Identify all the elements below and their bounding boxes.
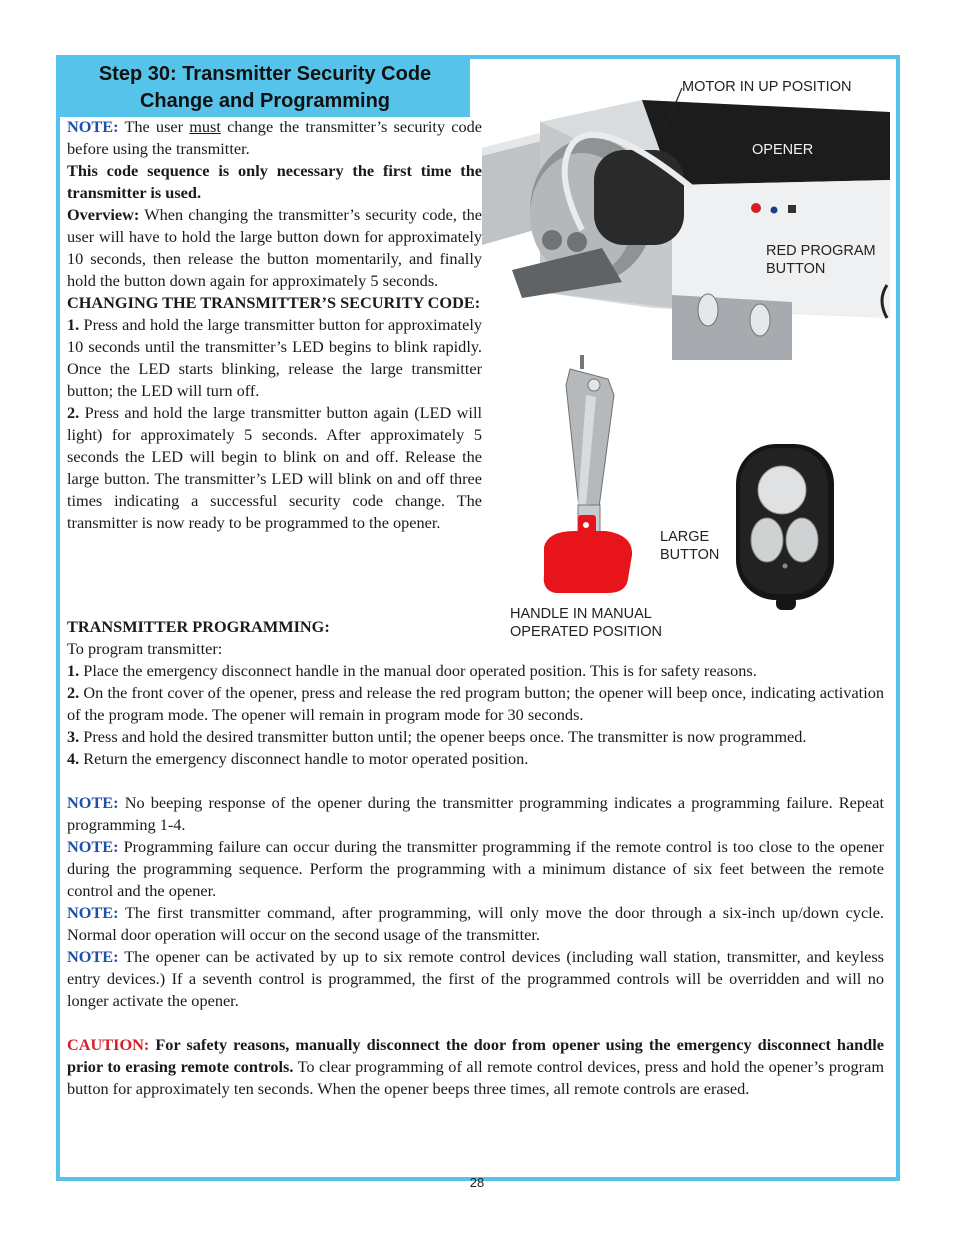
intro-bold-line: This code sequence is only necessary the first time the transmitter is used.	[67, 161, 482, 202]
page-number: 28	[469, 1175, 485, 1190]
note-4: NOTE: The opener can be activated by up to six remote control devices (including wall station, transmitter, and keyless entry devices.) If a seventh control is programmed, the first of the programmed controls will be overridden and will no longer activate the opener.	[67, 947, 884, 1010]
note-3: NOTE: The first transmitter command, after programming, will only move the door through a six-inch up/down cycle. Normal door operation will occur on the second usage of the transmitter.	[67, 903, 884, 944]
title-line-2: Change and Programming	[139, 90, 391, 112]
programming-step-4: 4. Return the emergency disconnect handle to motor operated position.	[67, 749, 529, 768]
label-motor-up: MOTOR IN UP POSITION	[682, 79, 852, 95]
spacer	[67, 1012, 884, 1034]
label-handle-manual: HANDLE IN MANUAL OPERATED POSITION	[510, 606, 663, 640]
programming-step-1: 1. Place the emergency disconnect handle in the manual door operated position. This is for safety reasons.	[67, 661, 757, 680]
programming-step-3: 3. Press and hold the desired transmitter button until; the opener beeps once. The transmitter is now programmed.	[67, 727, 807, 746]
transmitter-illustration	[732, 440, 838, 612]
label-red-program: RED PROGRAM BUTTON	[766, 243, 876, 277]
caution: CAUTION: For safety reasons, manually disconnect the door from opener using the emergency disconnect handle prior to erasing remote controls. To clear programming of all remote control devices, press and hold the opener’s program button for approximately ten seconds. When the opener beeps three times, all remote controls are erased.	[67, 1035, 884, 1098]
security-step-1: 1. Press and hold the large transmitter button for approximately 10 seconds until the transmitter’s LED begins to blink rapidly. Once the LED starts blinking, release the large transmitter button; the LED will turn off.	[67, 315, 482, 400]
programming-intro: To program transmitter:	[67, 639, 223, 658]
note-1: NOTE: No beeping response of the opener during the transmitter programming indicates a programming failure. Repeat programming 1-4.	[67, 793, 884, 834]
note-2: NOTE: Programming failure can occur during the transmitter programming if the remote control is too close to the opener during the programming sequence. Perform the programming with a minimum distance of six feet between the remote control and the opener.	[67, 837, 884, 900]
security-step-2: 2. Press and hold the large transmitter button again (LED will light) for approximately 5 seconds. After approximately 5 seconds the LED will begin to blink on and off. Release the large button. The transmitter’s LED will blink on and off three times indicating a successful security code change. The transmitter is now ready to be programmed to the opener.	[67, 403, 482, 532]
label-opener: OPENER	[752, 142, 814, 158]
title-line-1: Step 30: Transmitter Security Code	[98, 63, 432, 85]
page-title	[60, 61, 470, 115]
security-code-heading: CHANGING THE TRANSMITTER’S SECURITY CODE:	[67, 293, 481, 312]
programming-section	[67, 616, 884, 1100]
overview: Overview: When changing the transmitter’s security code, the user will have to hold the large button down for approximately 10 seconds, then release the button momentarily, and finally hold the button down again for approximately 5 seconds.	[67, 205, 482, 290]
programming-heading: TRANSMITTER PROGRAMMING:	[67, 617, 330, 636]
opener-illustration	[482, 60, 890, 360]
programming-step-2: 2. On the front cover of the opener, press and release the red program button; the opener will beep once, indicating activation of the program mode. The opener will remain in program mode for 30 seconds.	[67, 683, 884, 724]
label-large-button: LARGE BUTTON	[660, 529, 720, 563]
intro-note: NOTE: The user must change the transmitter’s security code before using the transmitter.	[67, 117, 482, 158]
emergency-handle-illustration	[538, 355, 638, 595]
intro-column	[67, 116, 482, 534]
spacer	[67, 770, 884, 792]
